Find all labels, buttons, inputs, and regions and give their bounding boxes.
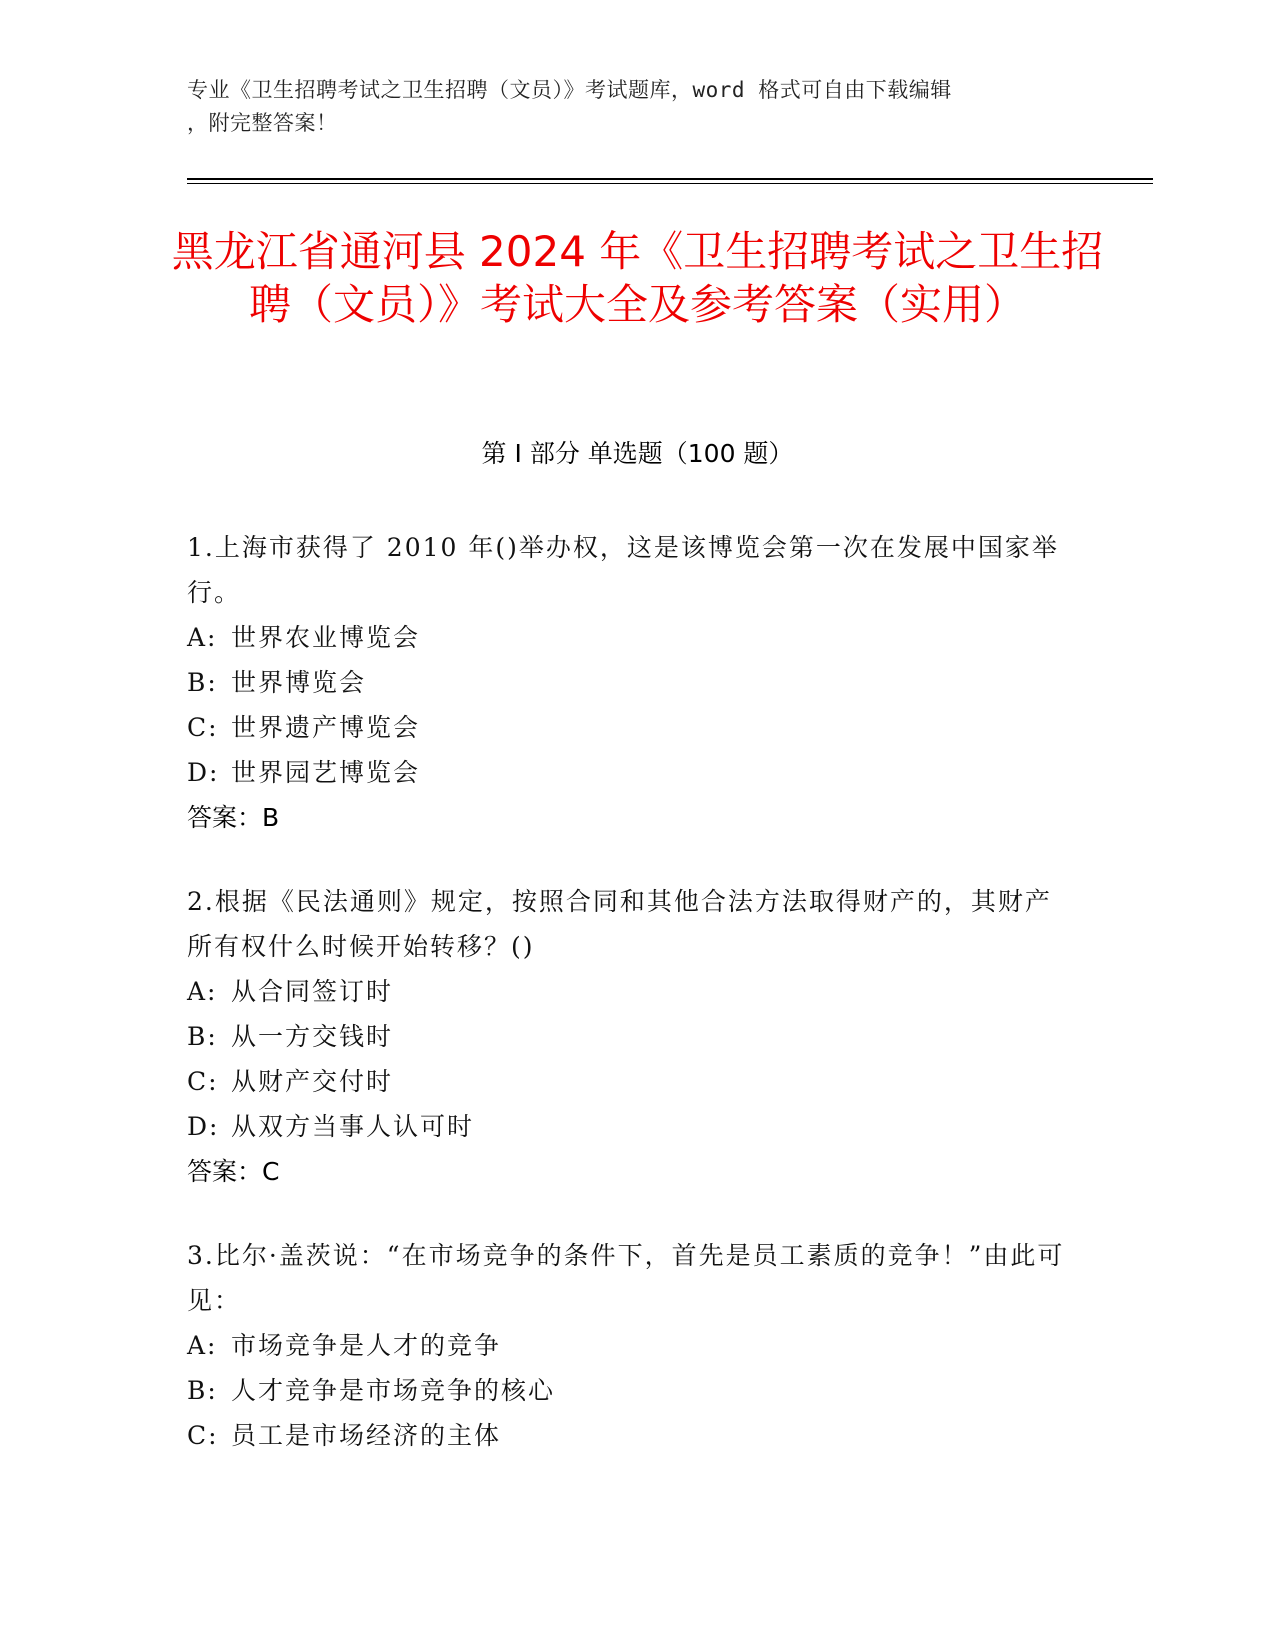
option-key: B: bbox=[187, 668, 218, 697]
header-rule-thin bbox=[187, 183, 1153, 184]
option-key: D: bbox=[187, 1112, 220, 1141]
option-b bbox=[187, 1014, 1067, 1059]
question-2 bbox=[187, 879, 1067, 1195]
option-b bbox=[187, 660, 1067, 705]
answer-line: 答案：B bbox=[187, 803, 280, 832]
option-a bbox=[187, 615, 1067, 660]
option-c bbox=[187, 1059, 1067, 1104]
option-key: A: bbox=[187, 623, 218, 652]
option-a bbox=[187, 969, 1067, 1014]
header-note bbox=[187, 74, 1067, 140]
header-rule-thick bbox=[187, 178, 1153, 180]
question-stem: 1.上海市获得了 2010 年()举办权，这是该博览会第一次在发展中国家举行。 bbox=[187, 533, 1059, 607]
answer-line: 答案：C bbox=[187, 1157, 280, 1186]
header-note-line2: ，附完整答案！ bbox=[187, 111, 338, 135]
option-text: 世界农业博览会 bbox=[231, 623, 421, 652]
option-key: A: bbox=[187, 977, 218, 1006]
option-c bbox=[187, 705, 1067, 750]
option-b bbox=[187, 1368, 1067, 1413]
option-key: C: bbox=[187, 1421, 219, 1450]
header-note-line1: 专业《卫生招聘考试之卫生招聘（文员）》考试题库，word 格式可自由下载编辑 bbox=[187, 78, 952, 102]
option-text: 市场竞争是人才的竞争 bbox=[231, 1331, 502, 1360]
option-text: 从双方当事人认可时 bbox=[231, 1112, 475, 1141]
question-3 bbox=[187, 1233, 1067, 1458]
option-key: B: bbox=[187, 1376, 218, 1405]
option-text: 从一方交钱时 bbox=[231, 1022, 394, 1051]
option-key: C: bbox=[187, 713, 219, 742]
document-title: 黑龙江省通河县 2024 年《卫生招聘考试之卫生招聘（文员）》考试大全及参考答案（实用） bbox=[171, 227, 1104, 329]
option-text: 世界博览会 bbox=[231, 668, 367, 697]
question-list bbox=[187, 525, 1067, 1496]
question-stem: 3.比尔·盖茨说：“在市场竞争的条件下，首先是员工素质的竞争！”由此可见： bbox=[187, 1241, 1065, 1315]
question-1 bbox=[187, 525, 1067, 841]
option-text: 世界遗产博览会 bbox=[231, 713, 421, 742]
question-stem: 2.根据《民法通则》规定，按照合同和其他合法方法取得财产的，其财产所有权什么时候开始转移？() bbox=[187, 887, 1052, 961]
option-d bbox=[187, 1104, 1067, 1149]
option-key: A: bbox=[187, 1331, 218, 1360]
option-key: B: bbox=[187, 1022, 218, 1051]
option-c bbox=[187, 1413, 1067, 1458]
option-key: D: bbox=[187, 758, 220, 787]
option-key: C: bbox=[187, 1067, 219, 1096]
option-d bbox=[187, 750, 1067, 795]
section-heading: 第 I 部分 单选题（100 题） bbox=[481, 439, 794, 468]
option-text: 员工是市场经济的主体 bbox=[231, 1421, 502, 1450]
option-a bbox=[187, 1323, 1067, 1368]
option-text: 人才竞争是市场竞争的核心 bbox=[231, 1376, 556, 1405]
option-text: 从合同签订时 bbox=[231, 977, 394, 1006]
option-text: 从财产交付时 bbox=[231, 1067, 394, 1096]
option-text: 世界园艺博览会 bbox=[231, 758, 421, 787]
